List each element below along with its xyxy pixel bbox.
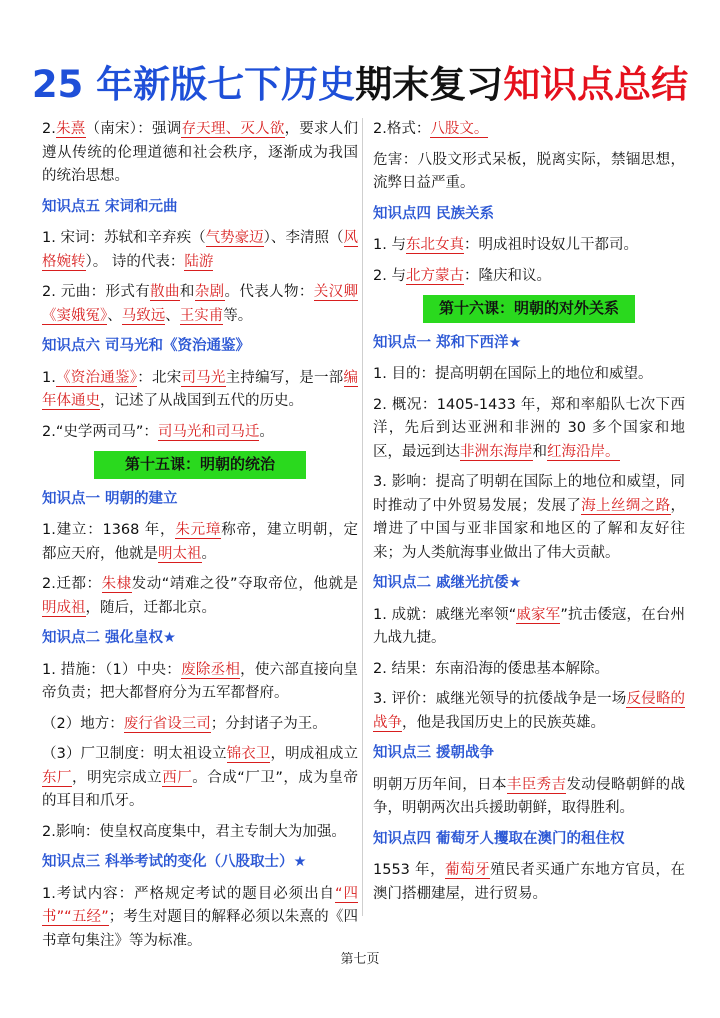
text-span: ”抗击倭寇，在台州九战九捷。 [373,606,685,646]
text-span: ，明宪宗成立 [72,769,163,786]
key-term: 八股文。 [430,121,489,137]
key-term: 关汉卿《窦娥冤》 [42,284,359,324]
text-span: 2. 元曲：形式有 [42,284,151,300]
text-span: 和 [179,284,195,300]
text-span: 1. 目的：提高明朝在国际上的地位和威望。 [373,366,653,382]
knowledge-point-heading: 知识点五 宋词和元曲 [42,198,178,215]
text-span: ，增进了中国与亚非国家和地区的了解和友好往来；为人类航海事业做出了伟大贡献。 [373,497,685,561]
text-span: ，他是我国历史上的民族英雄。 [402,714,605,731]
knowledge-point-heading: 知识点一 明朝的建立 [42,490,178,507]
paragraph [373,604,685,651]
text-span: ，要求人们遵从传统的伦理道德和社会秩序，逐渐成为我国的统治思想。 [42,121,359,184]
knowledge-point-heading: 知识点六 司马光和《资治通鉴》 [42,338,251,354]
key-term: 海上丝绸之路 [581,497,671,514]
text-span: 1. 与 [373,237,406,253]
knowledge-point-heading: 知识点三 科举考试的变化（八股取士）★ [42,854,307,870]
key-term: 明太祖 [158,545,202,562]
text-span: 2.迁都： [42,576,102,592]
text-span: 。代表人物： [224,284,314,300]
paragraph [42,118,358,189]
text-span: ：明成祖时设奴儿干都司。 [463,237,638,253]
text-span: 2. [42,121,56,137]
text-span: 。合成“厂卫”，成为皇帝的耳目和爪牙。 [42,769,359,809]
paragraph [42,659,358,706]
paragraph [42,421,358,445]
key-term: 葡萄牙 [445,862,491,878]
text-span: 和 [532,443,547,460]
text-span: 3. 评价：戚继光领导的抗倭战争是一场 [373,691,627,707]
text-span: ，使六部直接向皇帝负责；把大都督府分为五军都督府。 [42,661,358,701]
key-term: 锦衣卫 [226,746,271,762]
left-column [42,118,358,960]
paragraph [42,713,358,737]
key-term: 王实甫 [179,307,224,324]
text-span: 1.考试内容：严格规定考试的题目必须出自 [42,885,336,902]
title-part-1: 25 年新版七下历史 [31,63,356,106]
paragraph [42,227,358,274]
paragraph [373,394,685,465]
page-title [0,58,720,112]
text-span: 发动侵略朝鲜的战争，明朝两次出兵援助朝鲜，取得胜利。 [373,776,685,816]
text-span: 1. [42,369,56,386]
key-term: “四书”“五经” [42,885,359,925]
paragraph [373,265,685,289]
text-span: 明朝万历年间，日本 [373,776,507,793]
knowledge-point-heading: 知识点二 戚继光抗倭★ [373,575,522,591]
knowledge-point-heading: 知识点三 援朝战争 [373,745,495,761]
key-term: 司马光 [181,369,226,386]
paragraph [42,883,358,954]
text-span: （3）厂卫制度：明太祖设立 [42,746,227,762]
text-span: ，记述了从战国到五代的历史。 [100,393,303,409]
knowledge-point-heading: 知识点二 强化皇权★ [42,630,177,646]
paragraph [373,774,685,821]
key-term: 北方蒙古 [405,267,464,284]
title-part-2: 期末复习 [355,63,504,106]
key-term: 气势豪迈 [205,230,264,246]
key-term: 东北女真 [405,237,464,253]
text-span: 2.影响：使皇权高度集中，君主专制大为加强。 [42,823,346,840]
lesson-heading: 第十五课：明朝的统治 [94,451,306,479]
text-span: 2.格式： [373,121,431,137]
paragraph [373,658,685,682]
knowledge-point-heading: 知识点四 民族关系 [373,205,495,222]
key-term: 散曲 [150,284,180,300]
key-term: 马致远 [121,307,166,324]
column-divider [362,118,363,916]
key-term: 杂剧 [194,284,225,300]
key-term: 反侵略的战争 [373,691,686,731]
paragraph [42,519,358,566]
paragraph [373,471,685,565]
title-part-3: 知识点总结 [503,63,689,106]
key-term: 丰臣秀吉 [506,776,567,793]
text-span: 2. 结果：东南沿海的倭患基本解除。 [373,660,609,677]
text-span: 。 [201,545,216,562]
text-span: 1553 年， [373,862,446,878]
text-span: ）。 诗的代表： [85,253,185,270]
key-term: 朱元璋 [175,522,222,538]
key-term: 废行省设三司 [123,715,211,732]
paragraph [373,149,685,196]
paragraph [42,367,358,414]
key-term: 西厂 [162,769,193,786]
knowledge-point-heading: 知识点四 葡萄牙人攫取在澳门的租住权 [373,830,625,847]
paragraph [42,573,358,620]
text-span: （2）地方： [42,715,124,732]
text-span: 殖民者买通广东地方官员，在澳门搭棚建屋，进行贸易。 [373,862,686,902]
text-span: ，随后，迁都北京。 [85,599,216,616]
key-term: 红海沿岸。 [547,443,620,460]
text-span: 1. 成就：戚继光率领“ [373,606,517,623]
paragraph [373,234,685,258]
key-term: 非洲东海岸 [460,443,533,460]
text-span: （南宋）：强调 [85,121,182,137]
text-span: ，明成祖成立 [270,746,359,762]
text-span: 称帝，建立明朝，定都应天府，他就是 [42,522,358,562]
key-term: 废除丞相 [181,661,241,678]
right-column [373,118,685,913]
key-term: 编年体通史 [42,369,359,409]
text-span: 危害：八股文形式呆板，脱离实际，禁锢思想，流弊日益严重。 [373,151,685,191]
key-term: 戚家军 [516,606,561,623]
text-span: 1. 宋词：苏轼和辛弃疾（ [42,230,206,246]
text-span: 等。 [223,307,253,324]
key-term: 司马光和司马迁 [157,423,260,440]
lesson-heading: 第十六课：明朝的对外关系 [423,295,635,323]
text-span: 发动“靖难之役”夺取帝位，他就是 [131,576,358,592]
key-term: 风格婉转 [42,230,359,270]
text-span: 2.“史学两司马”： [42,423,158,440]
page-number: 第七页 [340,952,380,967]
paragraph [373,363,685,387]
text-span: ：北宋 [137,369,182,386]
paragraph [42,281,358,328]
key-term: 朱熹 [55,121,86,137]
text-span: ；分封诸子为王。 [210,715,327,732]
knowledge-point-heading: 知识点一 郑和下西洋★ [373,334,522,351]
text-span: 。 [259,423,274,440]
text-span: ）、李清照（ [263,230,344,246]
key-term: 陆游 [184,253,214,270]
paragraph [42,743,358,814]
key-term: 明成祖 [42,599,86,616]
key-term: 存天理、灭人欲 [181,121,285,137]
text-span: 、 [165,307,180,324]
text-span: 2. 与 [373,267,406,284]
text-span: 、 [107,307,122,324]
key-term: 朱棣 [101,576,132,592]
text-span: ；考生对题目的解释必须以朱熹的《四书章句集注》等为标准。 [42,909,358,949]
key-term: 《资治通鉴》 [55,369,138,386]
text-span: 1. 措施：（1）中央： [42,661,182,678]
paragraph [373,118,685,142]
text-span: 主持编写，是一部 [225,369,344,386]
text-span: 1.建立：1368 年， [42,522,176,538]
key-term: 东厂 [42,769,73,786]
text-span: 2. 概况：1405-1433 年，郑和率船队七次下西洋，先后到达亚洲和非洲的 30 多个国家和地区，最远到达 [373,396,685,460]
paragraph [373,859,685,906]
paragraph [373,688,685,735]
text-span: 3. 影响：提高了明朝在国际上的地位和威望，同时推动了中外贸易发展；发展了 [373,474,685,514]
paragraph [42,821,358,845]
text-span: ：隆庆和议。 [463,267,551,284]
